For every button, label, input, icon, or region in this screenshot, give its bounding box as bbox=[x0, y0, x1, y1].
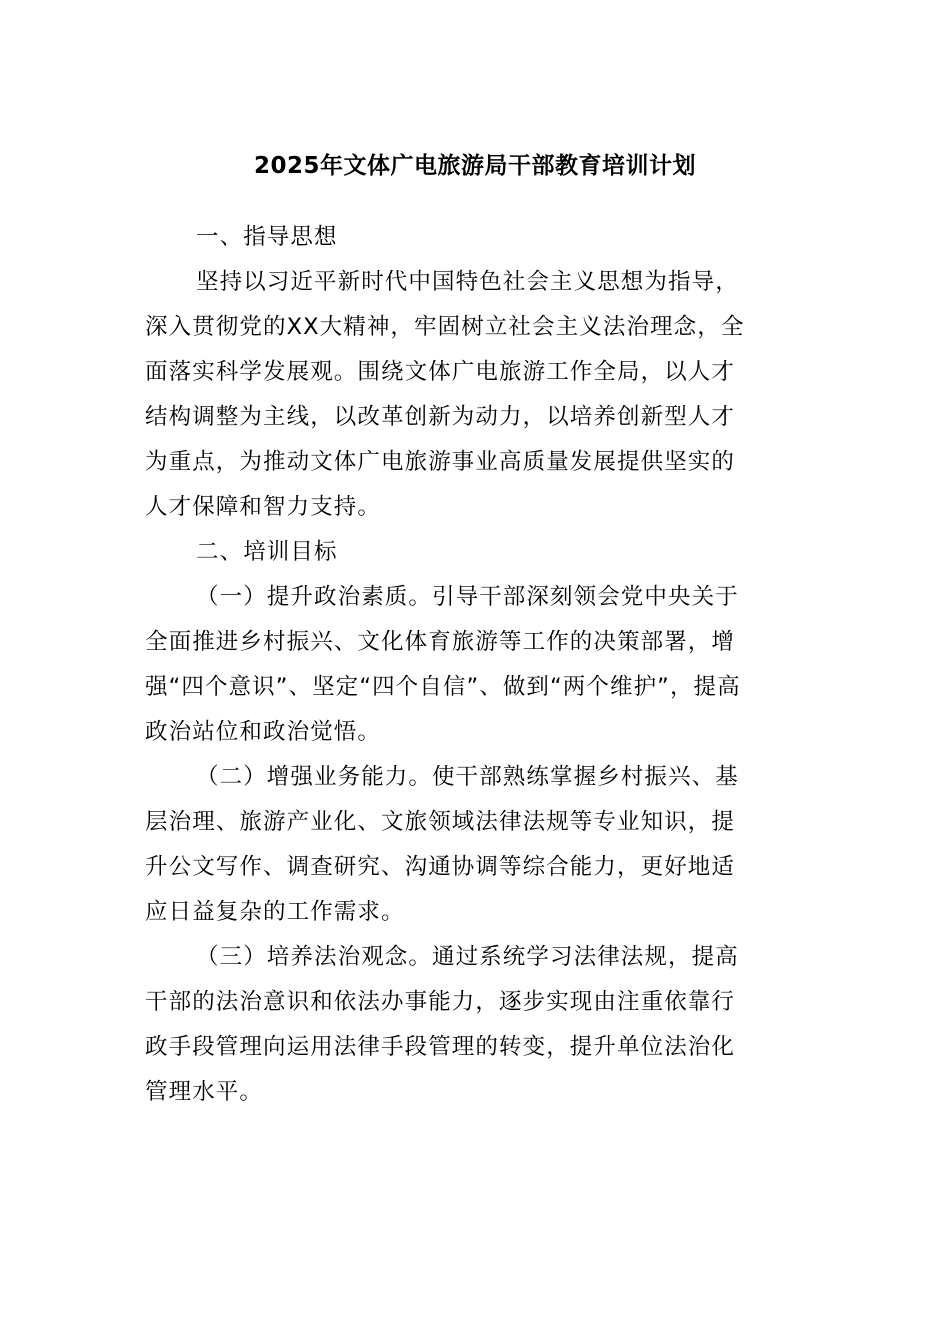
paragraph-line: 政治站位和政治觉悟。 bbox=[145, 719, 382, 745]
paragraph-line: （二）增强业务能力。使干部熟练掌握乡村振兴、基 bbox=[196, 764, 739, 790]
section-heading-training-goals: 二、培训目标 bbox=[196, 539, 338, 565]
paragraph-line: 全面推进乡村振兴、文化体育旅游等工作的决策部署，增 bbox=[145, 629, 736, 655]
paragraph-line: 升公文写作、调查研究、沟通协调等综合能力，更好地适 bbox=[145, 854, 736, 880]
document-title: 2025年文体广电旅游局干部教育培训计划 bbox=[253, 153, 696, 179]
paragraph-line: 深入贯彻党的XX大精神，牢固树立社会主义法治理念，全 bbox=[145, 314, 745, 340]
paragraph-line: 政手段管理向运用法律手段管理的转变，提升单位法治化 bbox=[145, 1034, 736, 1060]
paragraph-line: 层治理、旅游产业化、文旅领域法律法规等专业知识，提 bbox=[145, 809, 736, 835]
paragraph-line: 强“四个意识”、坚定“四个自信”、做到“两个维护”，提高 bbox=[145, 674, 741, 700]
paragraph-line: 结构调整为主线，以改革创新为动力，以培养创新型人才 bbox=[145, 404, 736, 430]
paragraph-line: 干部的法治意识和依法办事能力，逐步实现由注重依靠行 bbox=[145, 989, 736, 1015]
paragraph-line: （一）提升政治素质。引导干部深刻领会党中央关于 bbox=[196, 584, 739, 610]
paragraph-line: 坚持以习近平新时代中国特色社会主义思想为指导， bbox=[196, 269, 739, 295]
paragraph-line: 应日益复杂的工作需求。 bbox=[145, 899, 405, 925]
section-heading-guiding-thought: 一、指导思想 bbox=[196, 224, 338, 250]
paragraph-line: 为重点，为推动文体广电旅游事业高质量发展提供坚实的 bbox=[145, 449, 736, 475]
paragraph-line: （三）培养法治观念。通过系统学习法律法规，提高 bbox=[196, 944, 739, 970]
paragraph-line: 面落实科学发展观。围绕文体广电旅游工作全局，以人才 bbox=[145, 359, 736, 385]
paragraph-line: 人才保障和智力支持。 bbox=[145, 494, 382, 520]
paragraph-line: 管理水平。 bbox=[145, 1079, 264, 1105]
